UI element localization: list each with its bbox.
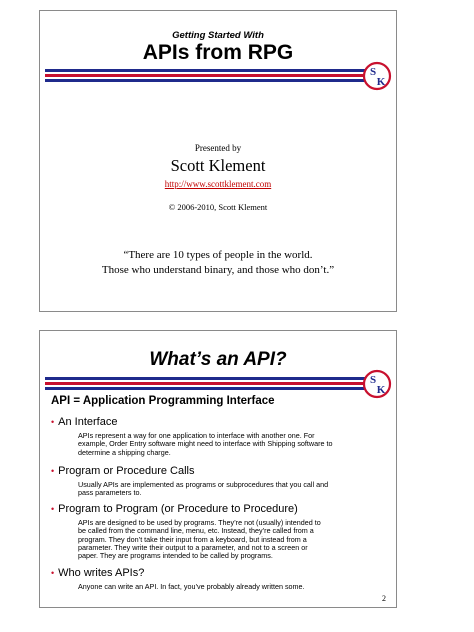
logo-letter-s: S (369, 66, 377, 78)
website-link[interactable]: http://www.scottklement.com (164, 179, 272, 189)
logo-letter-k: K (376, 76, 386, 88)
bullet-label: Program or Procedure Calls (58, 465, 195, 477)
quote-line-1: “There are 10 types of people in the world. (123, 249, 313, 261)
bullet-label: Program to Program (or Procedure to Procedure) (58, 503, 298, 515)
sk-logo-icon (362, 369, 392, 399)
quote-line-2: Those who understand binary, and those who don’t.” (101, 264, 335, 276)
body-line: Anyone can write an API. In fact, you’ve probably already written some. (78, 582, 305, 591)
stripe-red (45, 382, 381, 385)
stripe-red (45, 74, 381, 77)
body-line: Usually APIs are implemented as programs or subprocedures that you call and (78, 480, 329, 489)
bullet-body (78, 432, 382, 457)
bullet-item (51, 567, 144, 579)
bullet-dot-icon: • (51, 417, 55, 427)
slide-subtitle: Getting Started With (172, 30, 264, 41)
sk-logo-icon (362, 61, 392, 91)
bullet-item (51, 416, 117, 428)
bullet-body (78, 481, 382, 498)
body-line: determine a shipping charge. (78, 447, 171, 457)
body-line: be called from the command line, menu, etc. Instead, they’re called from a (78, 526, 314, 536)
body-line: APIs represent a way for one application to interface with another one. For (78, 431, 315, 440)
bullet-item (51, 503, 298, 515)
body-line: pass parameters to. (78, 488, 142, 498)
slide-title: What’s an API? (149, 349, 287, 370)
bullet-label: An Interface (58, 416, 118, 428)
bullet-dot-icon: • (51, 568, 55, 578)
copyright-text: © 2006-2010, Scott Klement (168, 202, 268, 212)
stripe-blue-bottom (45, 79, 381, 82)
bullet-body (78, 583, 382, 591)
presented-by-label: Presented by (194, 143, 242, 153)
stripe-blue-top (45, 69, 381, 72)
body-line: example, Order Entry software might need to interface with Shipping software to (78, 439, 333, 449)
content-slide (39, 330, 397, 608)
slide-title: APIs from RPG (142, 41, 294, 64)
body-line: parameter. They write their output to a parameter, and not to a screen or (78, 542, 308, 552)
slide-heading: API = Application Programming Interface (51, 395, 275, 407)
logo-letter-s: S (369, 374, 377, 386)
body-line: paper. They are programs intended to be called by programs. (78, 551, 273, 561)
bullet-label: Who writes APIs? (58, 567, 145, 579)
stripe-blue-bottom (45, 387, 381, 390)
body-line: program. They don’t take their input from a keyboard, but instead from a (78, 534, 307, 544)
bullet-body (78, 519, 382, 560)
page-number: 2 (382, 594, 386, 603)
bullet-item (51, 465, 195, 477)
title-slide (39, 10, 397, 312)
body-line: APIs are designed to be used by programs. They’re not (usually) intended to (78, 518, 321, 527)
bullet-dot-icon: • (51, 466, 55, 476)
author-name: Scott Klement (170, 156, 266, 175)
bullet-dot-icon: • (51, 504, 55, 514)
logo-letter-k: K (376, 384, 386, 396)
stripe-blue-top (45, 377, 381, 380)
